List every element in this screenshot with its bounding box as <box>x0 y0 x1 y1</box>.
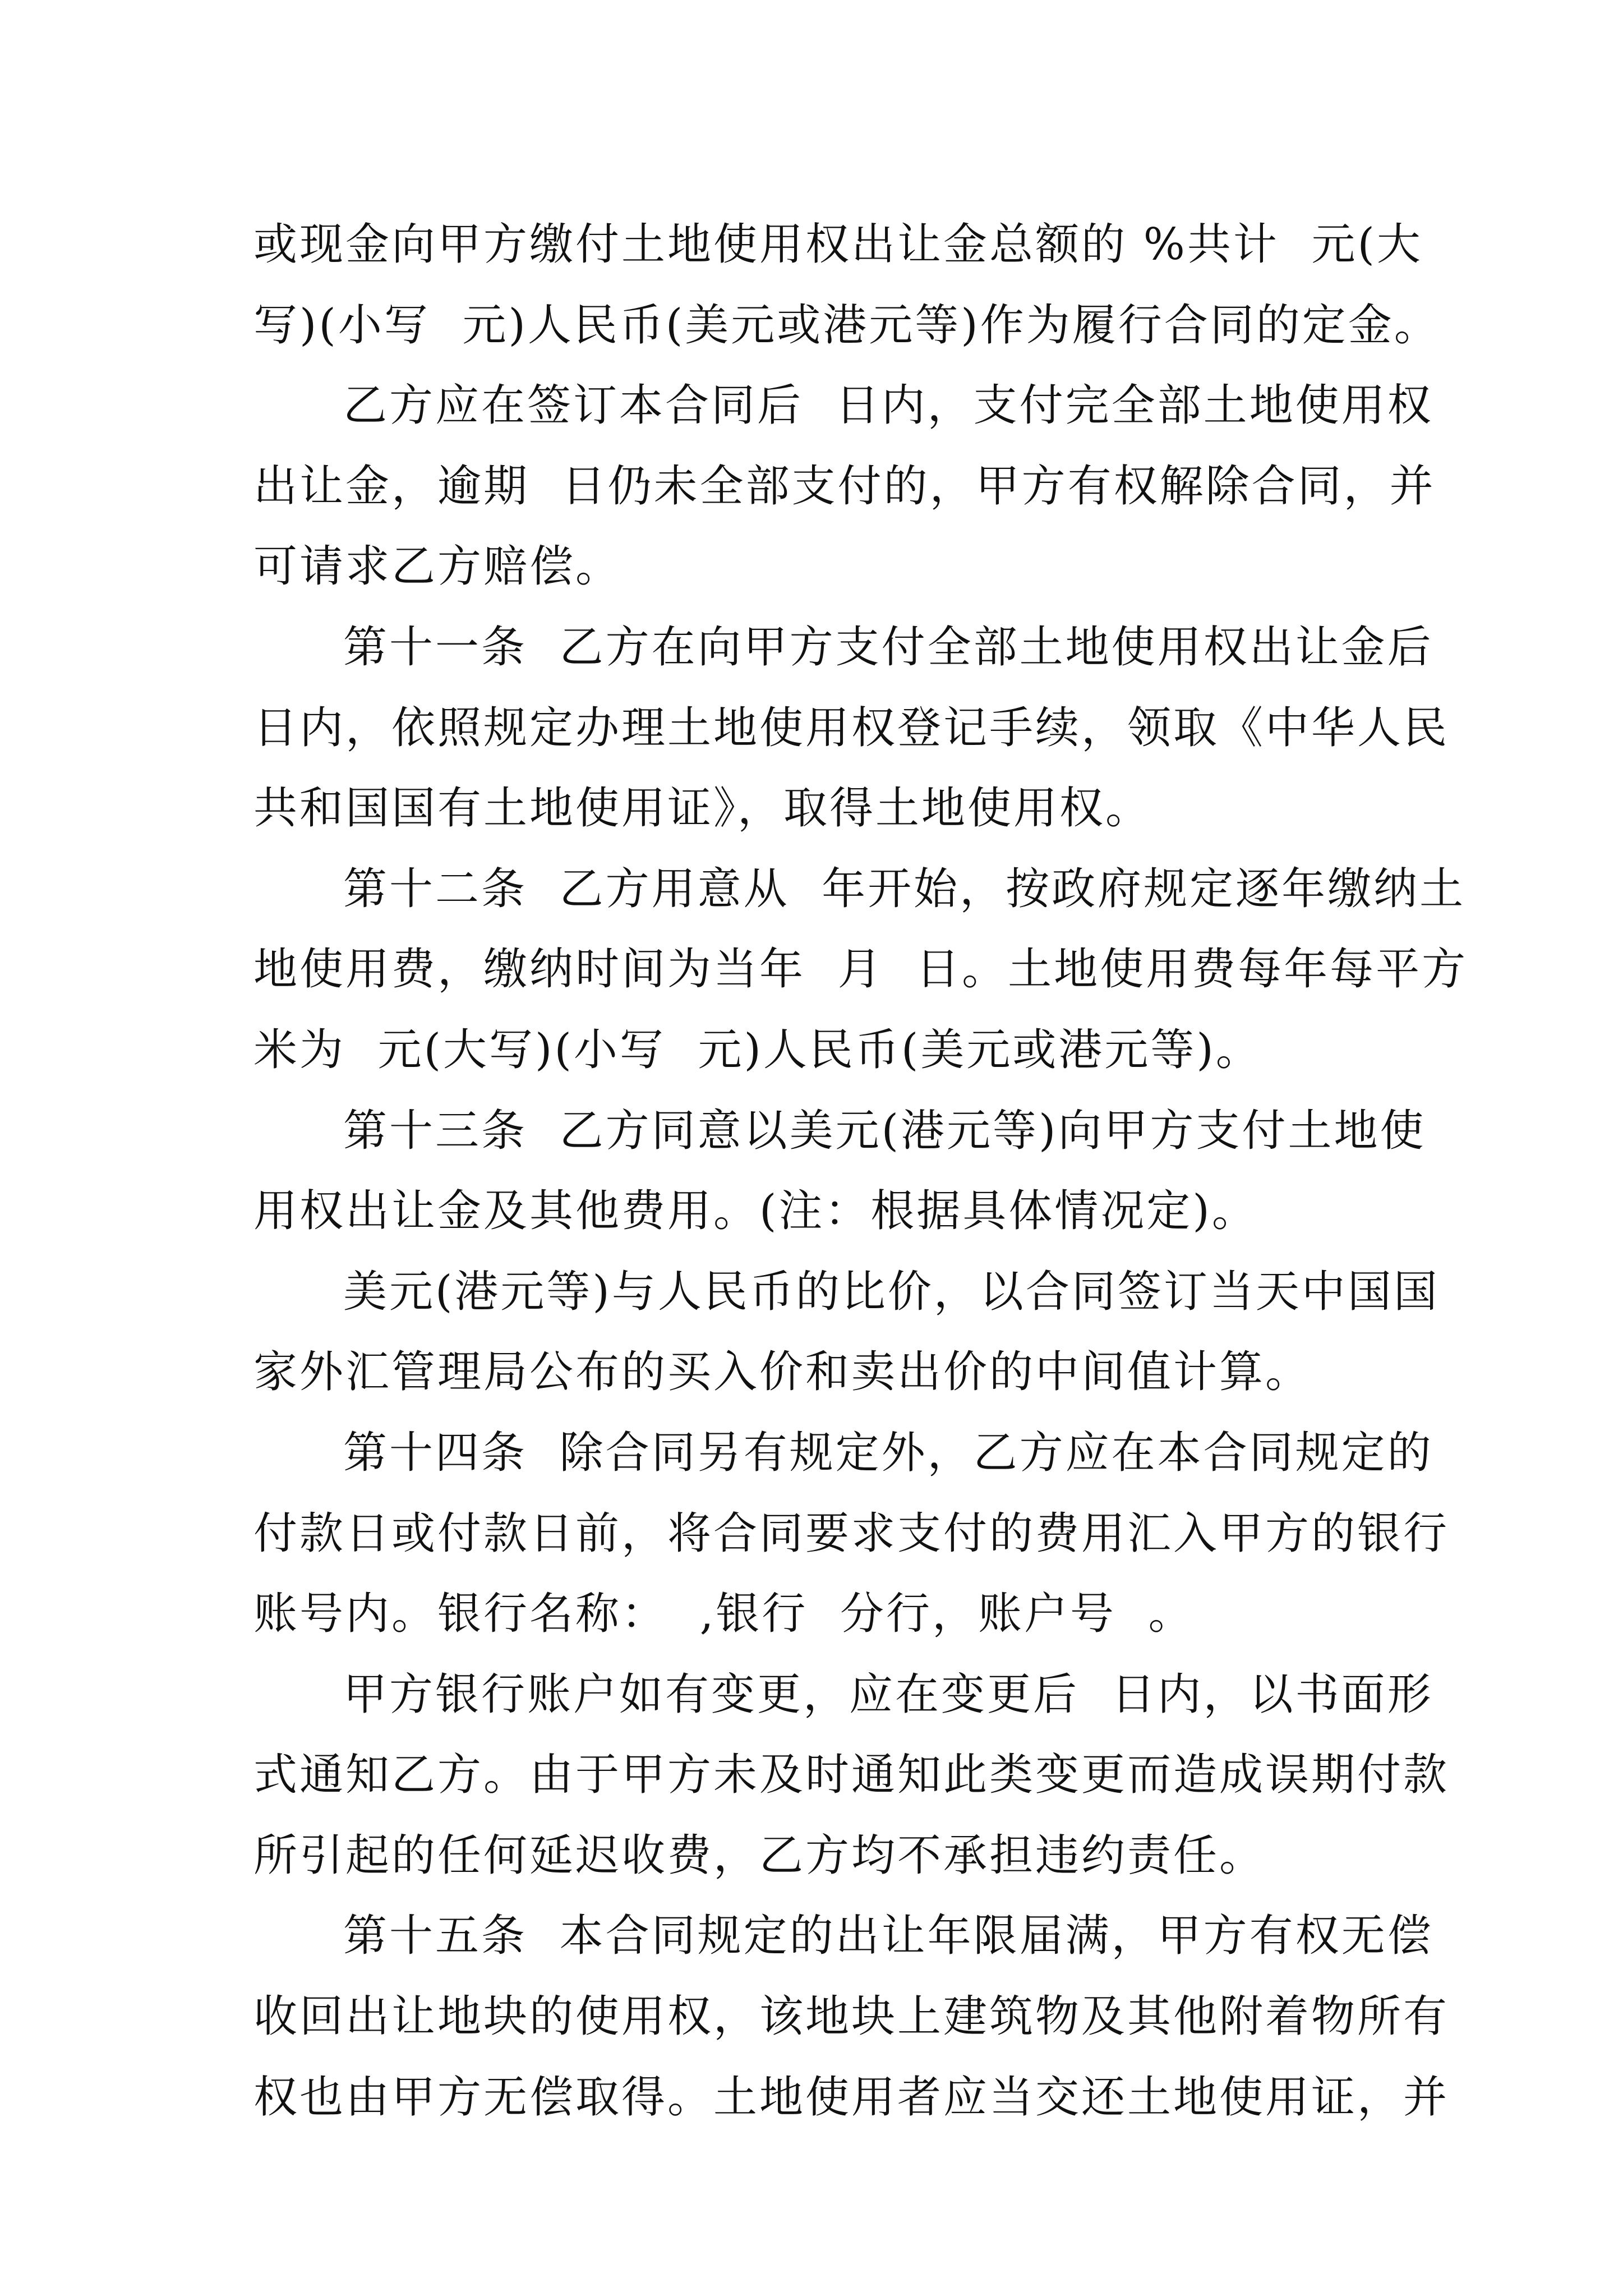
article-15-line: 第十五条 本合同规定的出让年限届满，甲方有权无偿 <box>343 1911 1433 1962</box>
text-line: 账号内。银行名称： ,银行 分行，账户号 。 <box>253 1589 1195 1640</box>
text-line: 收回出让地块的使用权，该地块上建筑物及其他附着物所有 <box>253 1991 1450 2042</box>
text-line: 写)(小写 元)人民币(美元或港元等)作为履行合同的定金。 <box>253 300 1440 351</box>
article-11-line: 第十一条 乙方在向甲方支付全部土地使用权出让金后 <box>343 622 1433 673</box>
article-14-line: 第十四条 除合同另有规定外，乙方应在本合同规定的 <box>343 1427 1433 1478</box>
text-line: 甲方银行账户如有变更，应在变更后 日内，以书面形 <box>343 1669 1433 1720</box>
text-line: 用权出让金及其他费用。(注：根据具体情况定)。 <box>253 1186 1258 1237</box>
document-body <box>253 205 1468 2138</box>
text-line: 家外汇管理局公布的买入价和卖出价的中间值计算。 <box>253 1347 1312 1398</box>
text-line: 出让金，逾期 日仍未全部支付的，甲方有权解除合同，并 <box>253 461 1436 512</box>
article-13-line: 第十三条 乙方同意以美元(港元等)向甲方支付土地使 <box>343 1105 1426 1156</box>
text-line: 地使用费，缴纳时间为当年 月 日。土地使用费每年每平方 <box>253 944 1468 995</box>
article-12-line: 第十二条 乙方用意从 年开始，按政府规定逐年缴纳土 <box>343 863 1466 914</box>
text-line: 乙方应在签订本合同后 日内，支付完全部土地使用权 <box>343 380 1433 431</box>
text-line: 权也由甲方无偿取得。土地使用者应当交还土地使用证，并 <box>253 2072 1450 2123</box>
text-line: 付款日或付款日前，将合同要求支付的费用汇入甲方的银行 <box>253 1508 1450 1559</box>
text-line: 可请求乙方赔偿。 <box>253 541 622 592</box>
text-line: 式通知乙方。由于甲方未及时通知此类变更而造成误期付款 <box>253 1750 1450 1801</box>
text-line: 或现金向甲方缴付土地使用权出让金总额的 %共计 元(大 <box>253 219 1423 270</box>
text-line: 日内，依照规定办理土地使用权登记手续，领取《中华人民 <box>253 702 1450 753</box>
text-line: 美元(港元等)与人民币的比价，以合同签订当天中国国 <box>343 1266 1440 1317</box>
text-line: 所引起的任何延迟收费，乙方均不承担违约责任。 <box>253 1830 1266 1881</box>
text-line: 共和国国有土地使用证》，取得土地使用权。 <box>253 783 1152 834</box>
text-line: 米为 元(大写)(小写 元)人民币(美元或港元等)。 <box>253 1024 1262 1075</box>
